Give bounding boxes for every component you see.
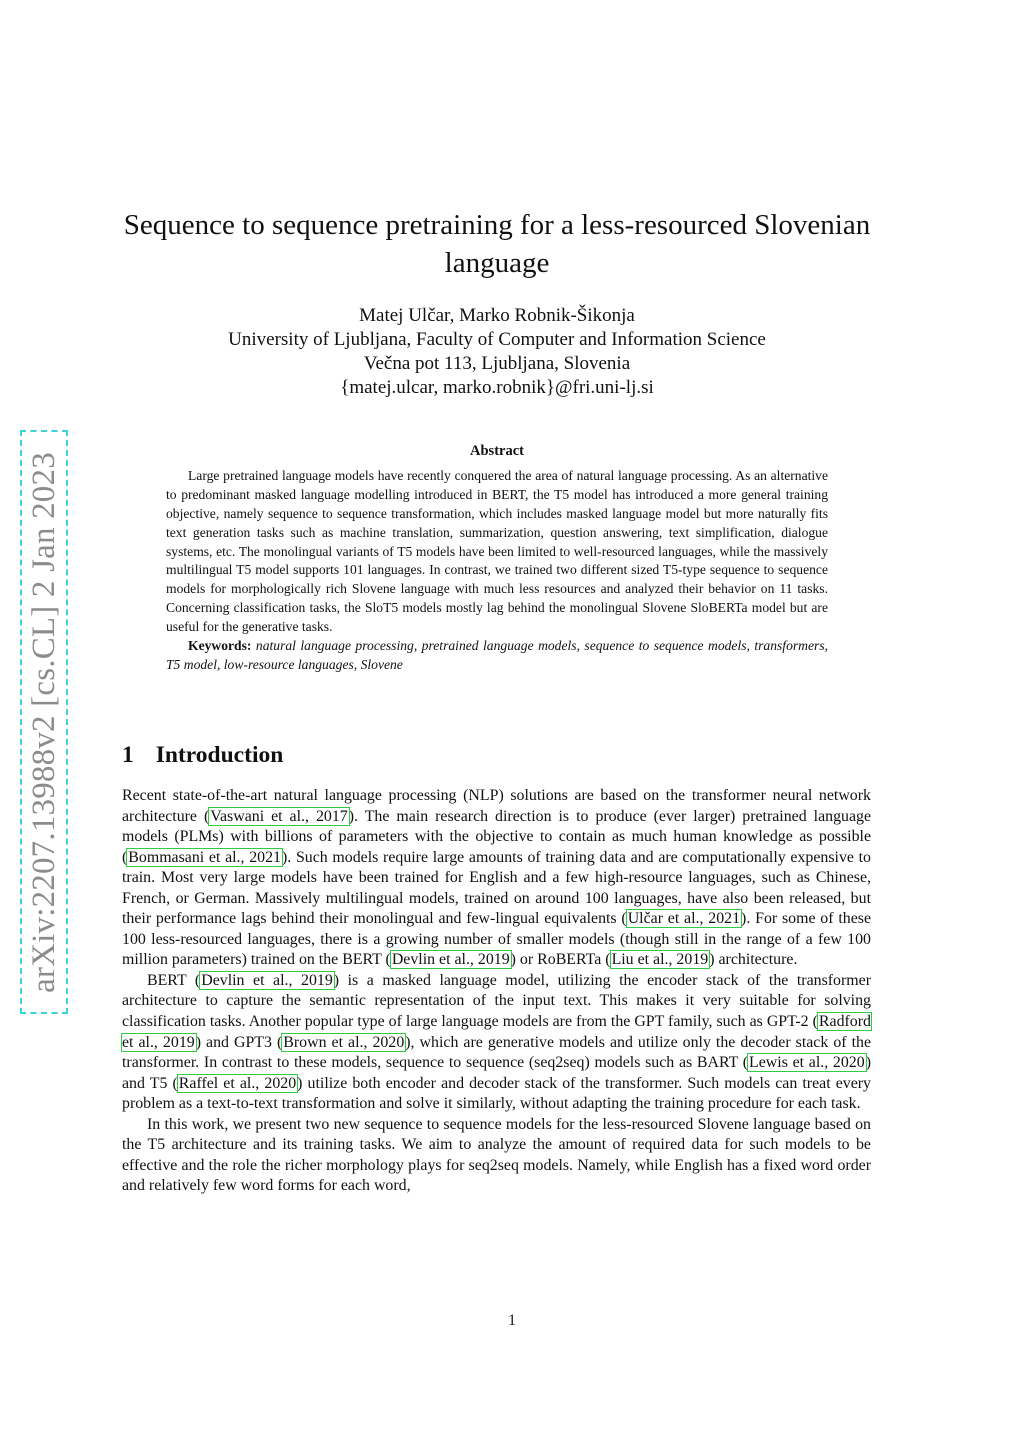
paragraph-text: Recent state-of-the-art natural language processing (NLP) solutions are based on the transformer neural network architecture ( <box>122 787 871 825</box>
paper-title: Sequence to sequence pretraining for a less-resourced Slovenian language <box>123 209 871 279</box>
author-names: Matej Ulčar, Marko Robnik-Šikonja <box>359 305 635 326</box>
paragraph-text: ) and T5 ( <box>122 1054 871 1092</box>
citation-link[interactable]: Lewis et al., 2020 <box>749 1054 865 1072</box>
paragraph-text: ), which are generative models and utilize only the decoder stack of the transformer. In contrast to these models, sequence to sequence (seq2seq) models such as BART ( <box>122 1033 871 1072</box>
author-affiliation: University of Ljubljana, Faculty of Computer and Information Science <box>228 329 766 350</box>
abstract-heading: Abstract <box>470 443 524 459</box>
paragraph-2 <box>122 971 871 1115</box>
paragraph-text: ) and GPT3 ( <box>195 1033 283 1051</box>
keywords-line <box>166 637 828 675</box>
abstract-section <box>166 442 828 675</box>
paragraph-text: ). The main research direction is to produce (ever larger) pretrained language models (PLMs) with billions of parameters with the objective to contain as much human knowledge as possible ( <box>122 807 872 866</box>
page-number: 1 <box>508 1312 516 1329</box>
keywords-list: natural language processing, pretrained language models, sequence to sequence models, transformers, T5 model, low-resource languages, Slovene <box>166 638 829 672</box>
paragraph-text: ) is a masked language model, utilizing the encoder stack of the transformer architecture to capture the semantic representation of the input text. This makes it very suitable for solving classification tasks. Another popular type of large language models are from the GPT family, such as GPT-2 ( <box>122 971 871 1031</box>
section-title: Introduction <box>155 742 284 768</box>
citation-link[interactable]: Radford et al., 2019 <box>122 1013 871 1051</box>
paragraph-text: ). Such models require large amounts of training data and are computationally expensive to train. Most very large models have been trained for English and a few high-resource languages, such as Chinese, French, or German. Massively multilingual models, trained on around 100 languages, have also been released, but their performance lags behind their monolingual and few-lingual equivalents ( <box>122 848 871 928</box>
section-heading-introduction <box>122 742 283 769</box>
paragraph-text: ) architecture. <box>709 951 798 969</box>
paragraph-3: In this work, we present two new sequence to sequence models for the less-resourced Slovene language based on the T5 architecture and its training tasks. We aim to analyze the amount of required data for such models to be effective and the role the richer morphology plays for seq2seq models. Namely, while English has a fixed word order and relatively few word forms for each word, <box>122 1115 871 1195</box>
arxiv-identifier-text: arXiv:2207.13988v2 [cs.CL] 2 Jan 2023 <box>25 451 62 993</box>
citation-link[interactable]: Brown et al., 2020 <box>283 1033 405 1051</box>
paragraph-1 <box>122 786 871 971</box>
section-number: 1 <box>122 742 134 768</box>
author-block <box>112 304 882 400</box>
introduction-body <box>122 786 871 1197</box>
abstract-text: Large pretrained language models have recently conquered the area of natural language processing. As an alternative to predominant masked language modelling introduced in BERT, the T5 model has introduced a more general training objective, namely sequence to sequence transformation, which includes masked language model but more naturally fits text generation tasks such as machine translation, summarization, question answering, text simplification, dialogue systems, etc. The monolingual variants of T5 models have been limited to well-resourced languages, while the massively multilingual T5 model supports 101 languages. In contrast, we trained two different sized T5-type sequence to sequence models for morphologically rich Slovene language with much less resources and analyzed their behavior on 11 tasks. Concerning classification tasks, the SloT5 models mostly lag behind the monolingual Slovene SloBERTa model but are useful for the generative tasks. <box>166 467 828 635</box>
citation-link[interactable]: Ulčar et al., 2021 <box>627 910 741 928</box>
citation-link[interactable]: Devlin et al., 2019 <box>201 971 333 989</box>
author-address: Večna pot 113, Ljubljana, Slovenia <box>363 353 631 374</box>
citation-link[interactable]: Bommasani et al., 2021 <box>128 848 281 866</box>
paragraph-text: ) utilize both encoder and decoder stack of the transformer. Such models can treat every problem as a text-to-text transformation and solve it similarly, without adapting the training procedure for each task. <box>122 1074 871 1113</box>
citation-link[interactable]: Vaswani et al., 2017 <box>210 807 348 825</box>
citation-link[interactable]: Devlin et al., 2019 <box>391 951 510 969</box>
author-emails: {matej.ulcar, marko.robnik}@fri.uni-lj.si <box>340 377 654 398</box>
paragraph-text: ). For some of these 100 less-resourced languages, there is a growing number of smaller models (though still in the range of a few 100 million parameters) trained on the BERT ( <box>122 910 871 969</box>
arxiv-identifier-stamp[interactable] <box>20 430 68 1014</box>
paragraph-text: ) or RoBERTa ( <box>510 951 611 969</box>
citation-link[interactable]: Liu et al., 2019 <box>611 951 709 969</box>
paragraph-text: BERT ( <box>147 971 201 989</box>
citation-link[interactable]: Raffel et al., 2020 <box>178 1074 297 1092</box>
keywords-label: Keywords: <box>188 638 252 654</box>
